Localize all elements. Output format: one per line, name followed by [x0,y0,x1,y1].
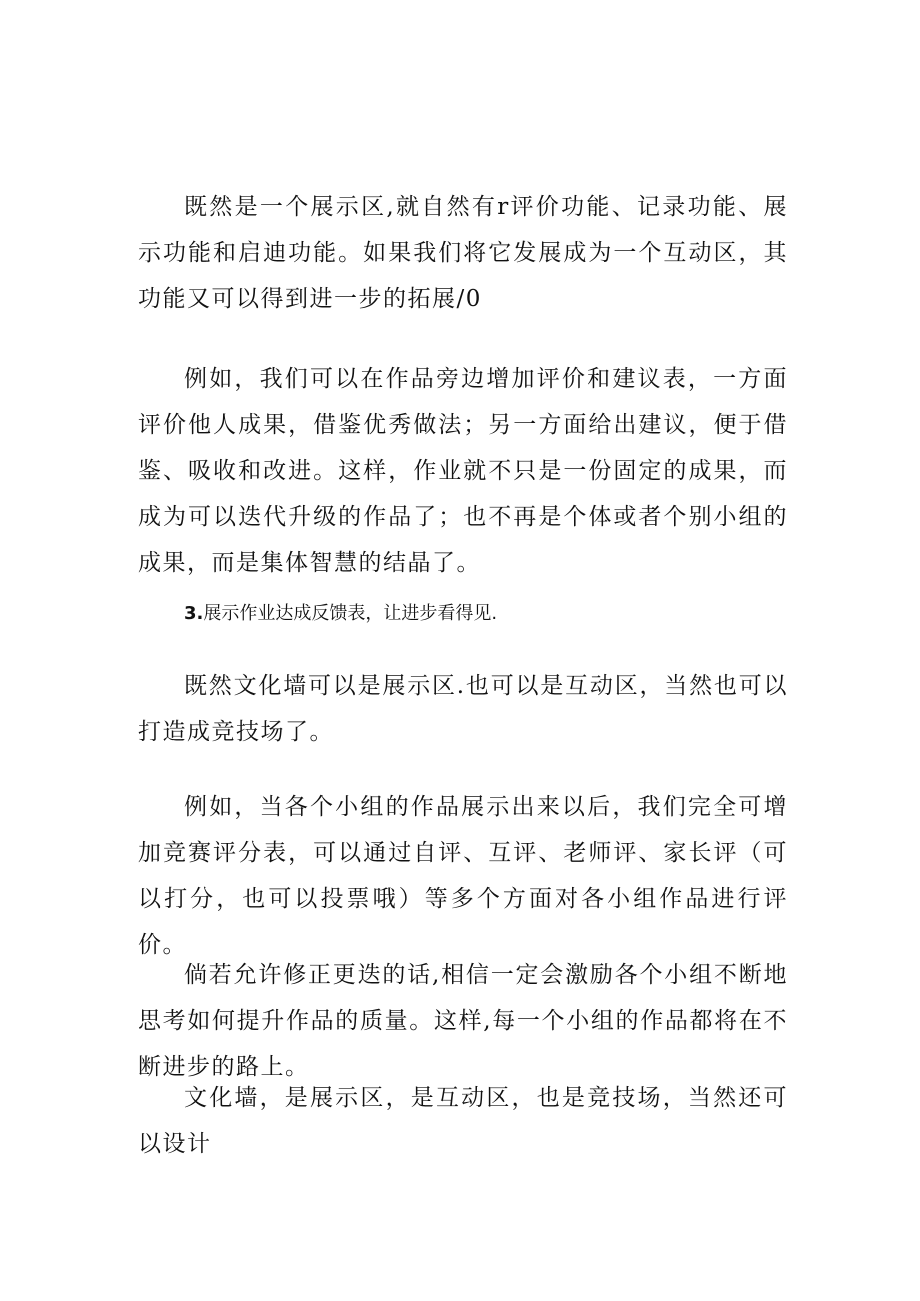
section-heading-text: 展示作业达成反馈表，让进步看得见. [203,603,498,624]
paragraph-revision-motivation: 倘若允许修正更迭的话,相信一定会激励各个小组不断地思考如何提升作品的质量。这样,每一个小组的作品都将在不断进步的路上。 [138,962,788,1080]
paragraph-scoring-table: 例如，当各个小组的作品展示出来以后，我们完全可增加竞赛评分表，可以通过自评、互评、老师评、家长评（可以打分，也可以投票哦）等多个方面对各小组作品进行评价。 [138,794,788,958]
paragraph-showcase-functions: 既然是一个展示区,就自然有r评价功能、记录功能、展示功能和启迪功能。如果我们将它发展成为一个互动区，其功能又可以得到进一步的拓展/0 [138,194,788,312]
paragraph-competition-arena: 既然文化墙可以是展示区.也可以是互动区，当然也可以打造成竞技场了。 [138,673,788,745]
paragraph-evaluation-table: 例如，我们可以在作品旁边增加评价和建议表，一方面评价他人成果，借鉴优秀做法；另一方面给出建议，便于借鉴、吸收和改进。这样，作业就不只是一份固定的成果，而成为可以迭代升级的作品了；也不再是个体或者个别小组的成果，而是集体智慧的结晶了。 [138,366,788,576]
paragraph-culture-wall-summary: 文化墙，是展示区，是互动区，也是竞技场，当然还可以设计 [138,1085,788,1157]
section-heading [184,599,784,629]
section-heading-number: 3. [184,603,204,624]
